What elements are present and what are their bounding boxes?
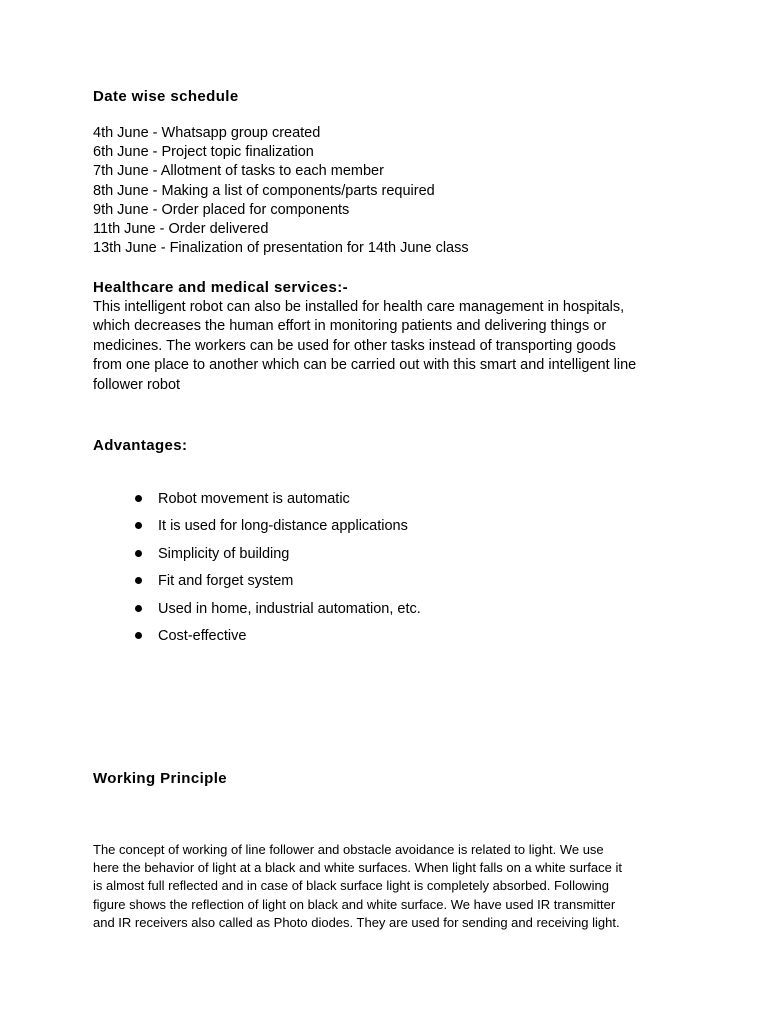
list-item-text: Robot movement is automatic [158, 491, 350, 507]
bullet-icon [135, 605, 142, 612]
schedule-line: 9th June - Order placed for components [93, 201, 350, 218]
bullet-icon [135, 522, 142, 529]
schedule-line: 7th June - Allotment of tasks to each member [93, 163, 384, 180]
schedule-line: 4th June - Whatsapp group created [93, 125, 321, 141]
list-item-text: Used in home, industrial automation, etc. [158, 600, 421, 617]
paragraph-line: here the behavior of light at a black and white surfaces. When light falls on a white surface it [93, 860, 622, 876]
schedule-line: 8th June - Making a list of components/parts required [93, 182, 435, 199]
working-principle-heading: Working Principle [93, 770, 228, 787]
paragraph-line: figure shows the reflection of light on black and white surface. We have used IR transmitter [93, 896, 616, 912]
paragraph-line: follower robot [93, 376, 181, 393]
bullet-icon [135, 577, 142, 584]
schedule-line: 13th June - Finalization of presentation for 14th June class [93, 240, 469, 257]
list-item-text: Simplicity of building [158, 545, 290, 562]
bullet-icon [135, 495, 142, 502]
healthcare-paragraph [93, 298, 693, 395]
bullet-icon [135, 632, 142, 639]
schedule-heading: Date wise schedule [93, 88, 239, 105]
paragraph-line: is almost full reflected and in case of black surface light is completely absorbed. Following [93, 878, 609, 894]
list-item-text: Cost-effective [158, 627, 247, 644]
paragraph-line: The concept of working of line follower and obstacle avoidance is related to light. We use [93, 842, 604, 857]
paragraph-line: which decreases the human effort in monitoring patients and delivering things or [93, 318, 607, 335]
schedule-line: 6th June - Project topic finalization [93, 144, 314, 161]
list-item-text: It is used for long-distance applications [158, 518, 408, 535]
paragraph-line: This intelligent robot can also be installed for health care management in hospitals, [93, 299, 625, 315]
bullet-icon [135, 550, 142, 557]
advantages-heading: Advantages: [93, 437, 188, 454]
list-item-text: Fit and forget system [158, 573, 294, 590]
healthcare-heading: Healthcare and medical services:- [93, 279, 348, 296]
paragraph-line: medicines. The workers can be used for other tasks instead of transporting goods [93, 337, 616, 354]
paragraph-line: and IR receivers also called as Photo diodes. They are used for sending and receiving light. [93, 914, 620, 930]
schedule-list [93, 124, 469, 258]
paragraph-line: from one place to another which can be carried out with this smart and intelligent line [93, 357, 637, 374]
schedule-line: 11th June - Order delivered [93, 220, 269, 237]
working-principle-paragraph [93, 841, 622, 932]
